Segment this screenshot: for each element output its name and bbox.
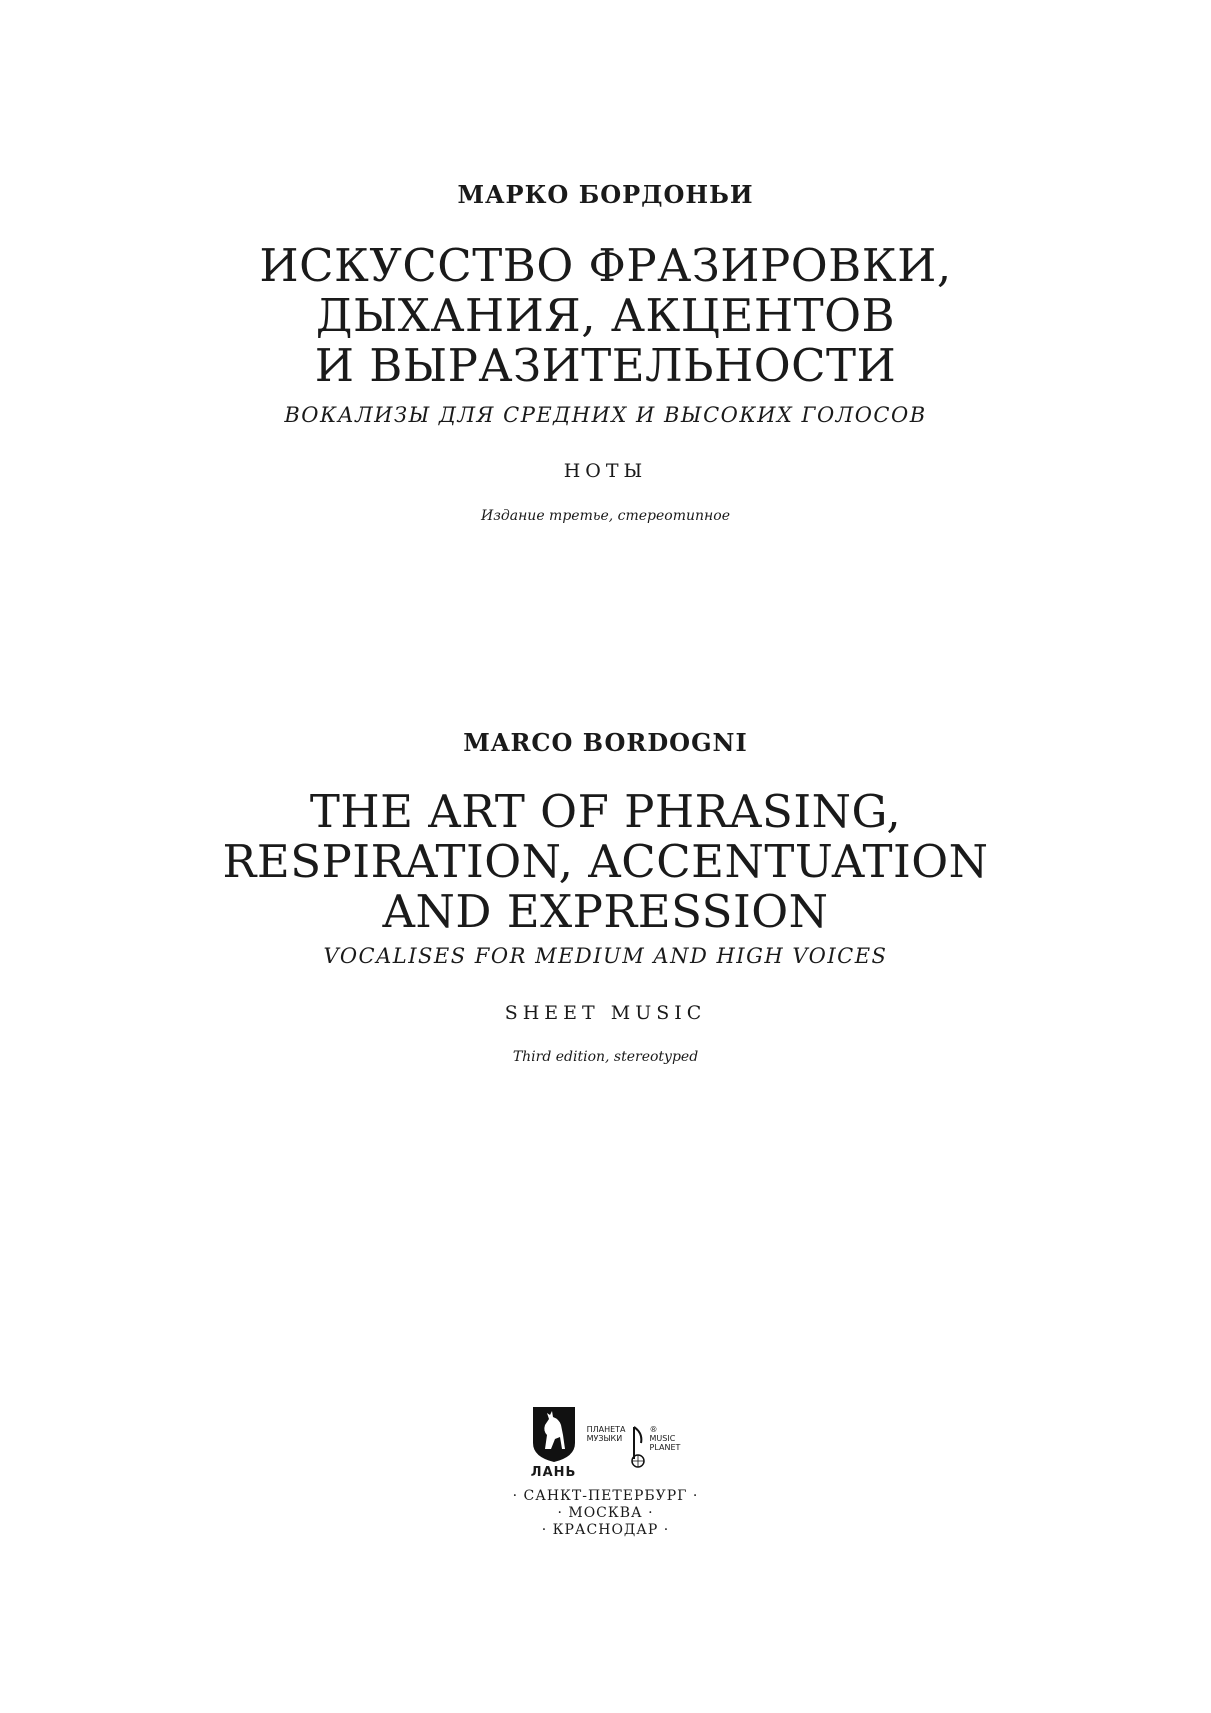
music-planet-logo (587, 1425, 681, 1469)
lan-logo (531, 1405, 577, 1480)
russian-title-line-3: И ВЫРАЗИТЕЛЬНОСТИ (314, 339, 897, 392)
publisher-imprint (0, 1405, 1211, 1539)
publisher-logos (0, 1405, 1211, 1480)
music-note-globe-icon (629, 1425, 647, 1469)
planeta-text-1: ПЛАНЕТА (586, 1425, 626, 1434)
russian-title-line-1: ИСКУССТВО ФРАЗИРОВКИ, (259, 239, 952, 292)
russian-subtitle: ВОКАЛИЗЫ ДЛЯ СРЕДНИХ И ВЫСОКИХ ГОЛОСОВ (284, 403, 927, 427)
english-title (0, 787, 1211, 937)
english-subtitle: VOCALISES FOR MEDIUM AND HIGH VOICES (323, 944, 888, 968)
english-publication-kind: SHEET MUSIC (504, 1002, 707, 1024)
english-title-line-2: RESPIRATION, ACCENTUATION (222, 835, 989, 888)
deer-shield-icon (531, 1405, 577, 1463)
russian-title (0, 241, 1211, 391)
lan-logo-text: ЛАНЬ (530, 1465, 577, 1480)
russian-author: МАРКО БОРДОНЬИ (457, 180, 754, 209)
english-edition-note: Third edition, stereotyped (512, 1049, 699, 1065)
planeta-text-2: МУЗЫКИ (586, 1434, 623, 1443)
publisher-cities (0, 1488, 1211, 1539)
music-text-1: MUSIC (649, 1434, 676, 1443)
russian-publication-kind: НОТЫ (563, 460, 648, 482)
russian-title-line-2: ДЫХАНИЯ, АКЦЕНТОВ (315, 289, 896, 342)
registered-mark: ® (649, 1425, 658, 1434)
city-moscow: · МОСКВА · (557, 1505, 654, 1521)
english-author: MARCO BORDOGNI (463, 728, 748, 757)
russian-edition-note: Издание третье, стереотипное (481, 508, 730, 524)
english-title-line-3: AND EXPRESSION (382, 885, 829, 938)
city-saint-petersburg: · САНКТ-ПЕТЕРБУРГ · (512, 1488, 699, 1504)
english-title-line-1: THE ART OF PHRASING, (309, 785, 902, 838)
city-krasnodar: · КРАСНОДАР · (541, 1522, 670, 1538)
music-text-2: PLANET (649, 1443, 681, 1452)
